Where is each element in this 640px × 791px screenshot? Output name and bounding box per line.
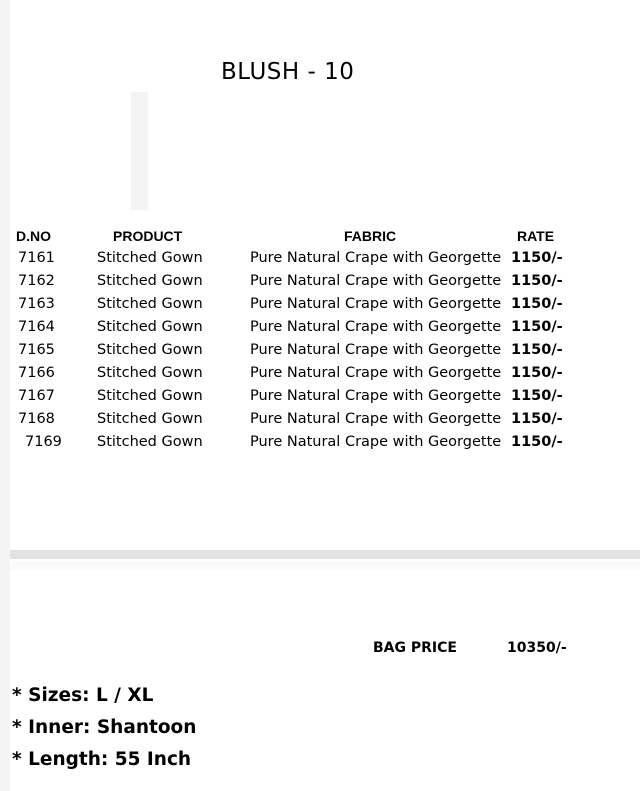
column-header-dno: D.NO xyxy=(16,228,51,244)
table-row xyxy=(0,273,640,293)
fabric-cell: Pure Natural Crape with Georgette xyxy=(250,434,502,450)
product-cell: Stitched Gown xyxy=(97,319,203,335)
table-row xyxy=(0,411,640,431)
fabric-cell: Pure Natural Crape with Georgette xyxy=(250,411,502,427)
note-sizes: * Sizes: L / XL xyxy=(12,685,154,706)
fabric-cell: Pure Natural Crape with Georgette xyxy=(250,250,502,266)
page-title: BLUSH - 10 xyxy=(221,59,355,85)
note-length: * Length: 55 Inch xyxy=(12,749,192,770)
rate-cell: 1150/- xyxy=(511,296,563,312)
column-header-fabric: FABRIC xyxy=(344,228,397,244)
product-cell: Stitched Gown xyxy=(97,388,203,404)
table-row xyxy=(0,365,640,385)
fabric-cell: Pure Natural Crape with Georgette xyxy=(250,388,502,404)
dno-cell: 7166 xyxy=(18,365,55,381)
dno-cell: 7169 xyxy=(25,434,62,450)
rate-cell: 1150/- xyxy=(511,342,563,358)
bag-price-label: BAG PRICE xyxy=(373,640,457,656)
rate-cell: 1150/- xyxy=(511,365,563,381)
rate-cell: 1150/- xyxy=(511,388,563,404)
rate-cell: 1150/- xyxy=(511,273,563,289)
rate-cell: 1150/- xyxy=(511,319,563,335)
table-row xyxy=(0,434,640,454)
table-row xyxy=(0,388,640,408)
rate-cell: 1150/- xyxy=(511,411,563,427)
table-row xyxy=(0,342,640,362)
dno-cell: 7164 xyxy=(18,319,55,335)
fabric-cell: Pure Natural Crape with Georgette xyxy=(250,319,502,335)
product-cell: Stitched Gown xyxy=(97,296,203,312)
section-divider xyxy=(10,550,640,559)
product-cell: Stitched Gown xyxy=(97,342,203,358)
fabric-cell: Pure Natural Crape with Georgette xyxy=(250,365,502,381)
dno-cell: 7162 xyxy=(18,273,55,289)
table-row xyxy=(0,250,640,270)
dno-cell: 7165 xyxy=(18,342,55,358)
dno-cell: 7168 xyxy=(18,411,55,427)
dno-cell: 7167 xyxy=(18,388,55,404)
section-divider-shadow xyxy=(10,561,640,570)
faint-vertical-bar xyxy=(131,92,148,210)
bag-price-value: 10350/- xyxy=(507,640,567,656)
product-cell: Stitched Gown xyxy=(97,411,203,427)
table-row xyxy=(0,296,640,316)
fabric-cell: Pure Natural Crape with Georgette xyxy=(250,342,502,358)
column-header-rate: RATE xyxy=(517,228,555,244)
table-row xyxy=(0,319,640,339)
fabric-cell: Pure Natural Crape with Georgette xyxy=(250,296,502,312)
fabric-cell: Pure Natural Crape with Georgette xyxy=(250,273,502,289)
product-cell: Stitched Gown xyxy=(97,365,203,381)
rate-cell: 1150/- xyxy=(511,250,563,266)
product-cell: Stitched Gown xyxy=(97,273,203,289)
product-cell: Stitched Gown xyxy=(97,250,203,266)
column-header-product: PRODUCT xyxy=(113,228,183,244)
dno-cell: 7163 xyxy=(18,296,55,312)
rate-cell: 1150/- xyxy=(511,434,563,450)
note-inner: * Inner: Shantoon xyxy=(12,717,197,738)
product-cell: Stitched Gown xyxy=(97,434,203,450)
dno-cell: 7161 xyxy=(18,250,55,266)
